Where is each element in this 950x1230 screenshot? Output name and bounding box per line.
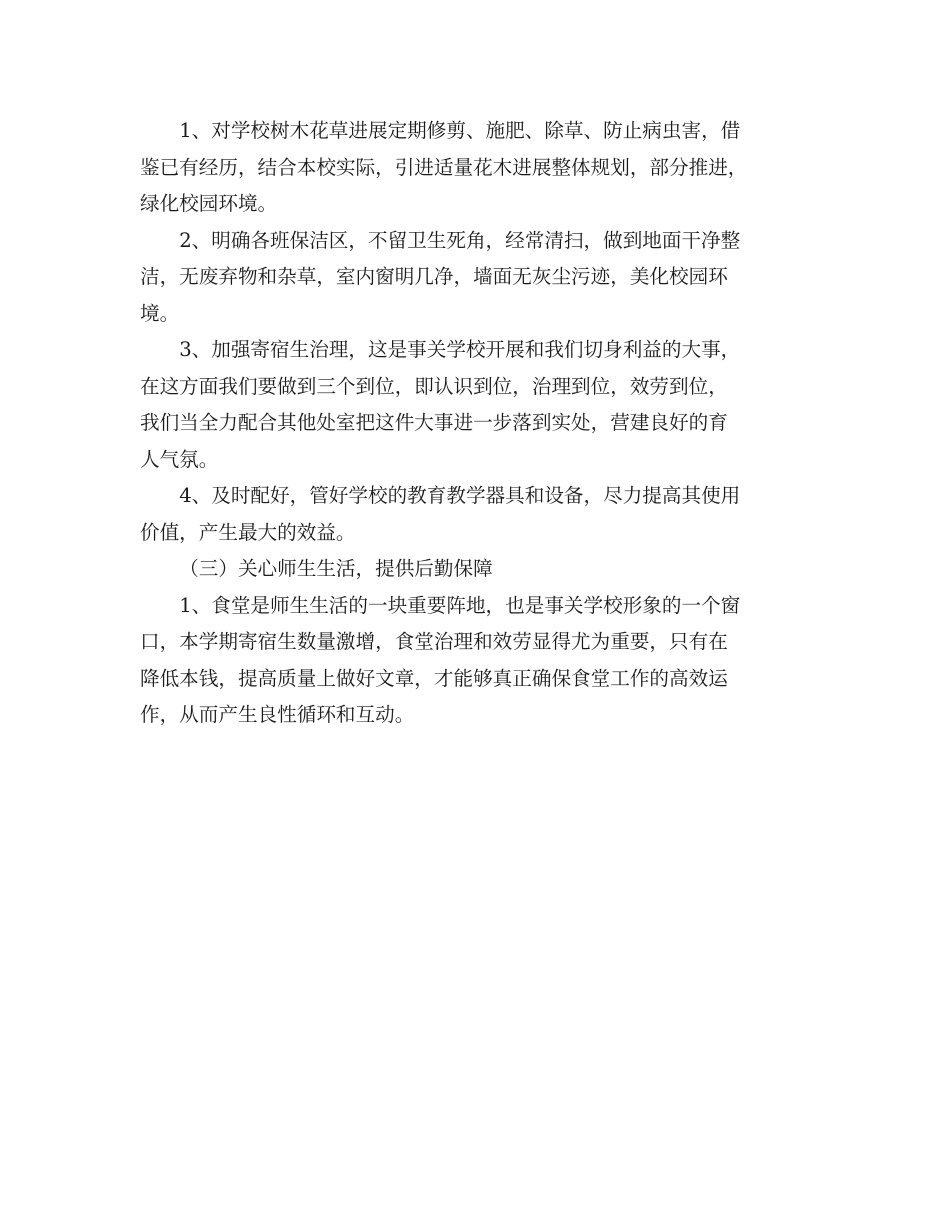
text-line: 我们当全力配合其他处室把这件大事进一步落到实处，营建良好的育 [140,411,728,434]
text-line: 口，本学期寄宿生数量激增，食堂治理和效劳显得尤为重要，只有在 [140,630,728,653]
paragraph-2 [140,223,825,333]
text-line: 1、对学校树木花草进展定期修剪、施肥、除草、防止病虫害，借 [179,119,741,142]
text-line: 洁，无废弃物和杂草，室内窗明几净，墙面无灰尘污迹，美化校园环 [140,265,728,288]
text-line: 作，从而产生良性循环和互动。 [140,703,415,726]
text-line: 3、加强寄宿生治理，这是事关学校开展和我们切身利益的大事， [179,338,741,361]
text-line: 境。 [140,301,180,325]
section-heading: （三）关心师生生活，提供后勤保障 [179,557,493,580]
text-line: 人气氛。 [140,447,219,471]
paragraph-3 [140,332,825,478]
section-paragraph-1 [140,588,825,734]
text-line: 价值，产生最大的效益。 [140,520,356,544]
text-line: 1、食堂是师生生活的一块重要阵地，也是事关学校形象的一个窗 [179,593,741,617]
paragraph-4 [140,478,825,551]
text-line: 2、明确各班保洁区，不留卫生死角，经常清扫，做到地面干净整 [179,228,741,252]
text-line: 4、及时配好，管好学校的教育教学器具和设备，尽力提高其使用 [179,484,741,507]
text-line: 在这方面我们要做到三个到位，即认识到位，治理到位，效劳到位， [140,374,728,398]
text-line: 降低本钱，提高质量上做好文章，才能够真正确保食堂工作的高效运 [140,666,728,690]
text-line: 绿化校园环境。 [140,192,278,215]
document-body [140,113,825,734]
text-line: 鉴已有经历，结合本校实际，引进适量花木进展整体规划，部分推进， [140,155,748,179]
paragraph-1 [140,113,825,223]
